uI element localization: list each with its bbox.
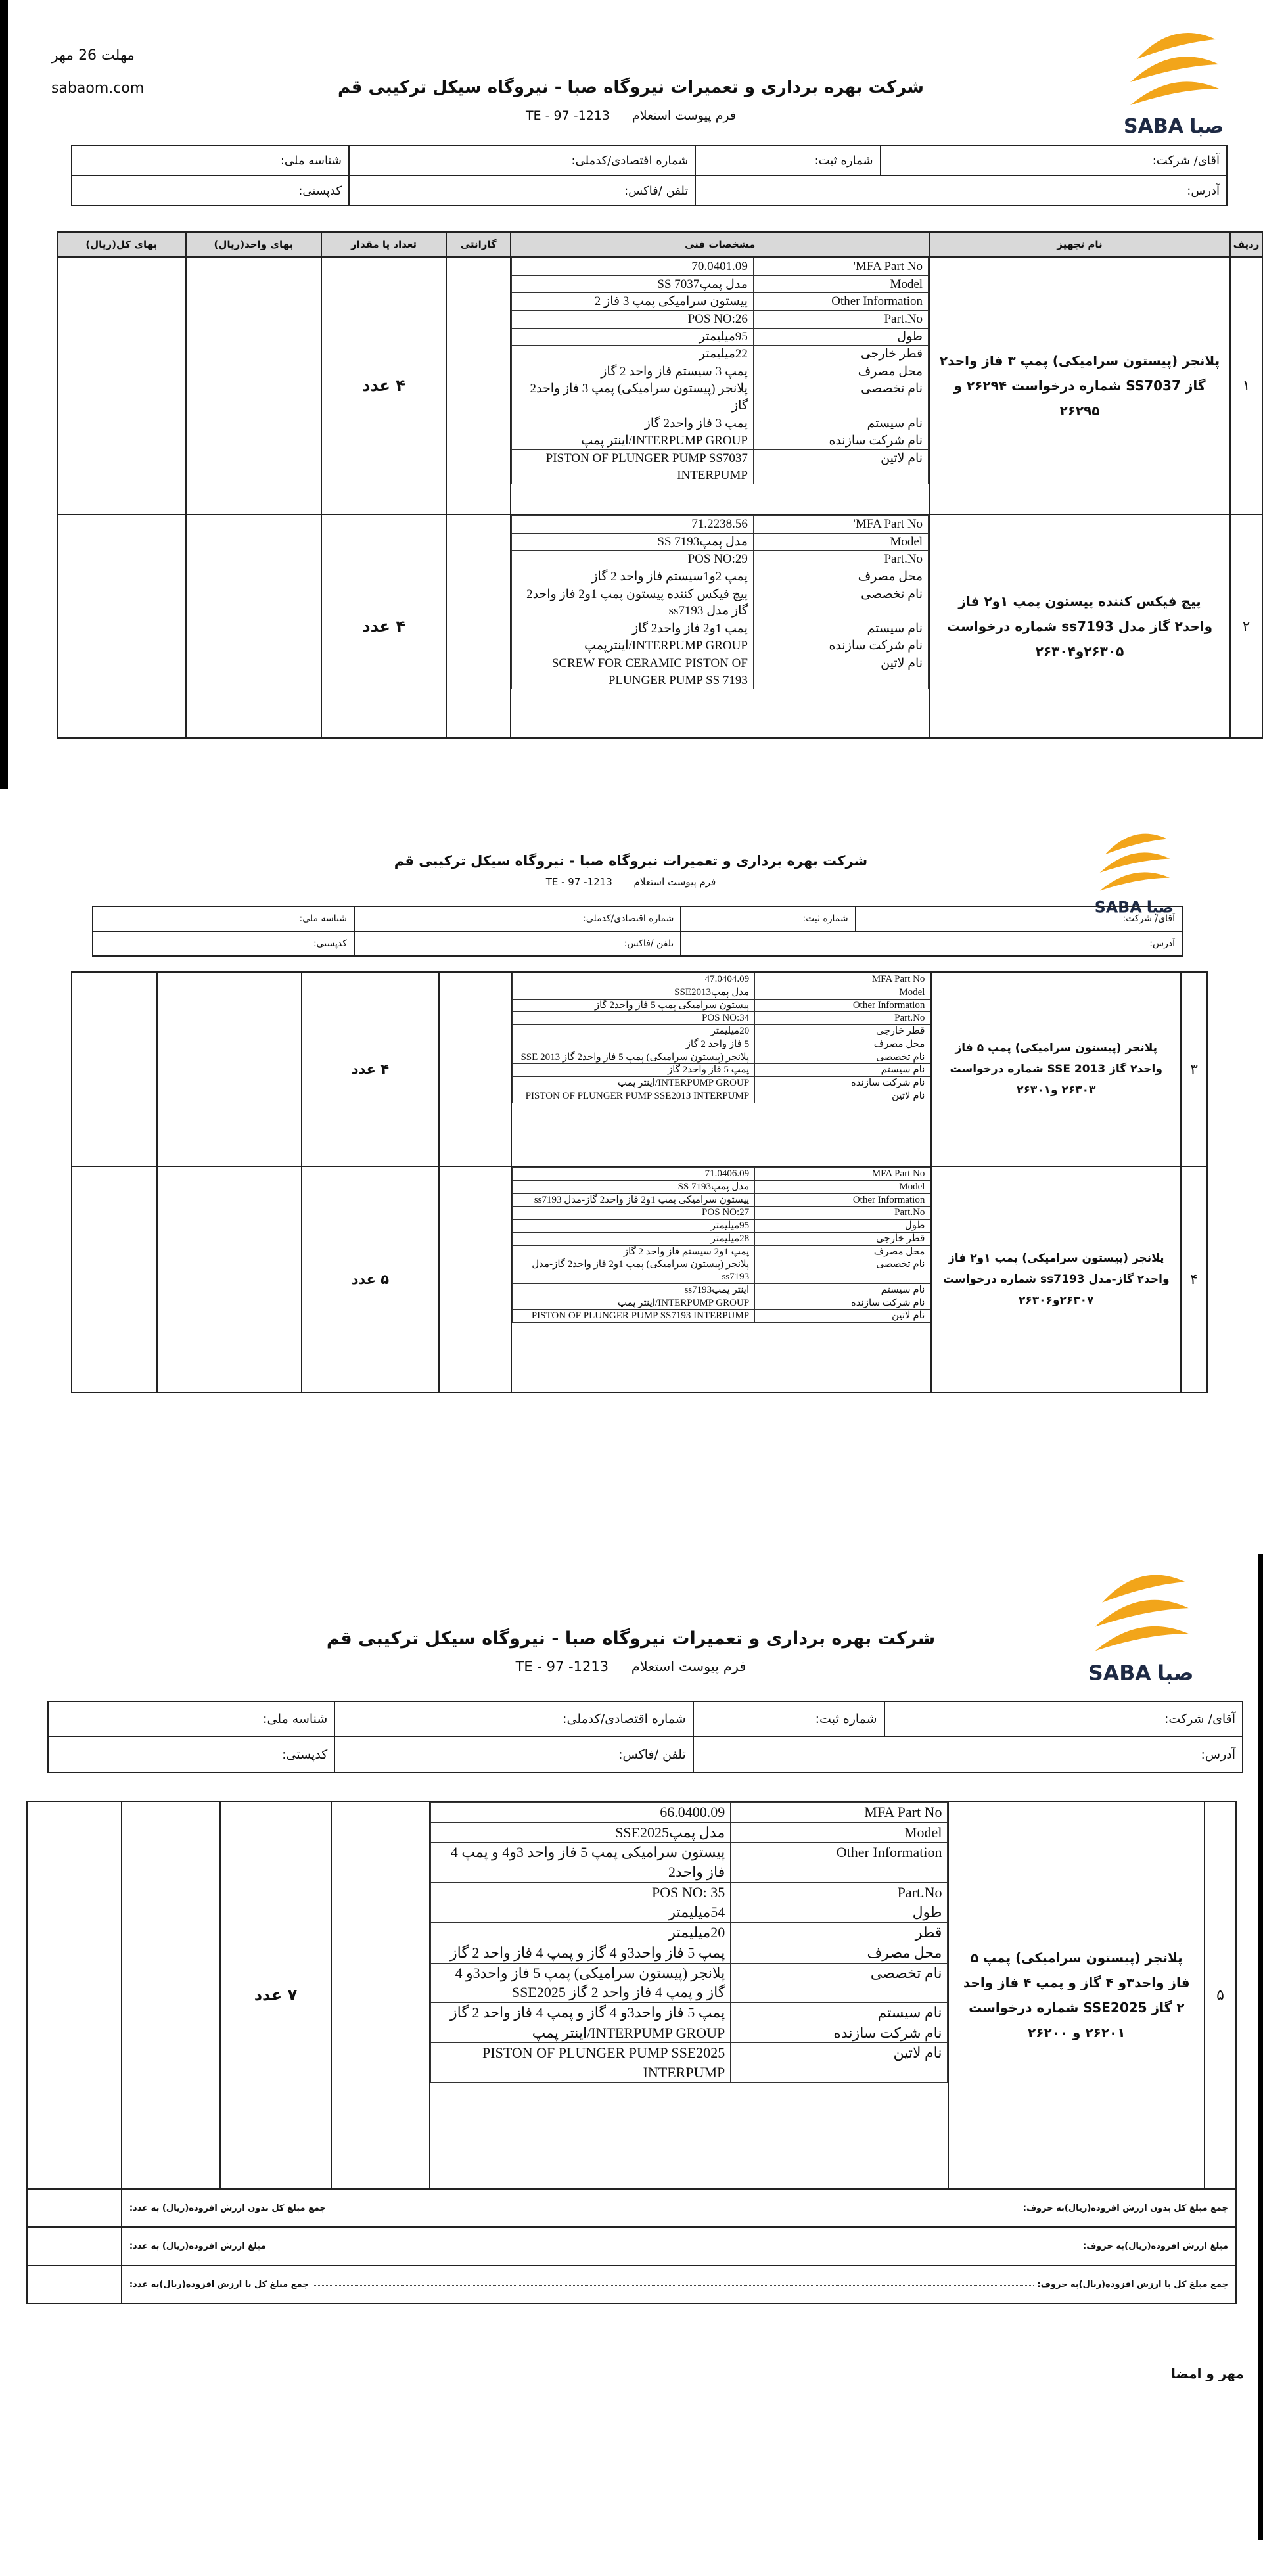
spec-row	[513, 1310, 930, 1323]
page-edge-bar	[0, 0, 8, 789]
spec-value: پمپ 1و2 فاز واحد2 گاز	[512, 620, 754, 637]
spec-key: نام شرکت سازنده	[755, 1077, 930, 1090]
customer-address: آدرس:	[681, 931, 1182, 956]
spec-value: POS NO: 35	[431, 1882, 731, 1902]
spec-value: POS NO:27	[513, 1207, 755, 1220]
spec-row	[512, 415, 929, 432]
col-name: نام تجهیز	[929, 232, 1230, 257]
spec-row	[512, 328, 929, 346]
qty-cell: ۴ عدد	[321, 515, 446, 738]
spec-value: 28میلیمتر	[513, 1232, 755, 1245]
customer-economic-code: شماره اقتصادی/کدملی:	[349, 145, 695, 175]
deadline-note: مهلت 26 مهر	[51, 47, 135, 64]
spec-row	[513, 973, 930, 986]
spec-value: 20میلیمتر	[431, 1923, 731, 1943]
spec-key: Model	[731, 1822, 948, 1843]
total-without-vat-field[interactable]	[27, 2189, 122, 2227]
total-with-vat-words: جمع مبلغ کل با ارزش افزوده(ریال)به حروف:	[1037, 2279, 1228, 2289]
customer-reg-no: شماره ثبت:	[693, 1701, 884, 1737]
spec-cell	[511, 257, 929, 515]
svg-text:صبا: صبا	[1157, 1661, 1194, 1686]
spec-key: محل مصرف	[753, 363, 928, 380]
spec-value: 54میلیمتر	[431, 1902, 731, 1923]
unit-price-cell[interactable]	[186, 257, 322, 515]
spec-value: POS NO:29	[512, 551, 754, 568]
spec-key: Part.No	[753, 310, 928, 328]
spec-key: نام تخصصی	[755, 1258, 930, 1284]
customer-mr-company: آقای/ شرکت:	[856, 906, 1182, 931]
total-price-cell[interactable]	[72, 972, 157, 1166]
spec-key: طول	[753, 328, 928, 346]
customer-mr-company: آقای/ شرکت:	[881, 145, 1227, 175]
spec-row	[513, 1283, 930, 1297]
spec-value: 70.0401.09	[512, 258, 754, 276]
row-number: ۱	[1230, 257, 1262, 515]
warranty-cell	[446, 515, 511, 738]
col-qty: تعداد یا مقدار	[321, 232, 446, 257]
spec-row	[512, 533, 929, 551]
spec-key: نام شرکت سازنده	[731, 2023, 948, 2043]
spec-row	[512, 620, 929, 637]
customer-info-box	[71, 145, 1228, 206]
row-number: ۴	[1181, 1166, 1207, 1392]
spec-key: محل مصرف	[755, 1038, 930, 1051]
spec-value: INTERPUMP GROUP/اینتر پمپ	[431, 2023, 731, 2043]
items-table	[26, 1801, 1237, 2304]
spec-row	[513, 1090, 930, 1103]
spec-value: INTERPUMP GROUP/اینترپمپ	[512, 637, 754, 655]
spec-table	[511, 515, 929, 689]
spec-key: Other Information	[755, 1193, 930, 1207]
spec-key: Part.No	[731, 1882, 948, 1902]
customer-national-id: شناسه ملی:	[93, 906, 354, 931]
spec-value: پمپ 3 سیستم فاز واحد 2 گاز	[512, 363, 754, 380]
spec-table	[511, 258, 929, 484]
spec-value: پیستون سرامیکی پمپ 1و2 فاز واحد2 گاز-مدل ss7193	[513, 1193, 755, 1207]
form-number: 1213- 97 - TE	[525, 108, 610, 123]
spec-key: نام شرکت سازنده	[753, 432, 928, 450]
customer-address: آدرس:	[693, 1737, 1243, 1772]
row-number: ۵	[1205, 1801, 1236, 2189]
spec-row	[513, 986, 930, 999]
spec-value: 5 فاز واحد 2 گاز	[513, 1038, 755, 1051]
spec-key: نام لاتین	[753, 655, 928, 689]
spec-value: پمپ 5 فاز واحد3و 4 گاز و پمپ 4 فاز واحد 2 گاز	[431, 2002, 731, 2023]
spec-row	[431, 1822, 948, 1843]
spec-key: قطر	[731, 1923, 948, 1943]
vat-field[interactable]	[27, 2227, 122, 2265]
spec-row	[513, 1207, 930, 1220]
unit-price-cell[interactable]	[122, 1801, 220, 2189]
spec-key: نام تخصصی	[755, 1051, 930, 1064]
equipment-name: پلانجر (پیستون سرامیکی) پمپ ۵ فاز واحد۳و ۴ گاز و پمپ ۴ فاز واحد ۲ گاز SSE2025 شماره درخواست ۲۶۲۰۱ و ۲۶۲۰۰	[948, 1801, 1205, 2189]
spec-row	[513, 1245, 930, 1258]
spec-key: MFA Part No'	[753, 258, 928, 276]
spec-value: POS NO:34	[513, 1012, 755, 1025]
table-row	[72, 1166, 1207, 1392]
total-without-vat-number: جمع مبلغ کل بدون ارزش افزوده(ریال) به عدد:	[129, 2203, 327, 2213]
customer-mr-company: آقای/ شرکت:	[884, 1701, 1243, 1737]
customer-info-box	[47, 1701, 1243, 1773]
spec-table	[512, 973, 930, 1103]
spec-key: MFA Part No	[755, 1168, 930, 1181]
spec-row	[512, 586, 929, 620]
form-line	[434, 1659, 828, 1674]
dotted-line	[313, 2280, 1034, 2286]
spec-row	[431, 1882, 948, 1902]
customer-postal-code: کدپستی:	[72, 175, 349, 206]
spec-key: MFA Part No	[755, 973, 930, 986]
customer-economic-code: شماره اقتصادی/کدملی:	[334, 1701, 693, 1737]
spec-cell	[430, 1801, 948, 2189]
spec-row	[512, 258, 929, 276]
spec-key: Model	[755, 1180, 930, 1193]
page-edge-bar	[1258, 1554, 1263, 2540]
form-line	[434, 108, 828, 123]
vat-row	[27, 2227, 1236, 2265]
col-total-price: بهای کل(ریال)	[57, 232, 186, 257]
spec-row	[513, 1064, 930, 1077]
spec-row	[513, 1038, 930, 1051]
spec-key: نام تخصصی	[753, 586, 928, 620]
spec-value: پمپ 2و1سیستم فاز واحد 2 گاز	[512, 568, 754, 586]
spec-value: مدل پمپSSE2025	[431, 1822, 731, 1843]
qty-cell: ۴ عدد	[321, 257, 446, 515]
svg-text:SABA: SABA	[1094, 898, 1142, 917]
spec-key: نام سیستم	[731, 2002, 948, 2023]
svg-text:SABA: SABA	[1088, 1661, 1151, 1686]
spec-value: پلانجر (پیستون سرامیکی) پمپ 5 فاز واحد3و 4 گاز و پمپ 4 فاز واحد 2 گاز SSE2025	[431, 1963, 731, 2002]
spec-value: پمپ 1و2 سیستم فاز واحد 2 گاز	[513, 1245, 755, 1258]
customer-reg-no: شماره ثبت:	[695, 145, 880, 175]
spec-key: Model	[753, 533, 928, 551]
spec-value: 71.0406.09	[513, 1168, 755, 1181]
spec-row	[431, 1803, 948, 1823]
form-label: فرم پیوست استعلام	[631, 1659, 746, 1674]
spec-value: 47.0404.09	[513, 973, 755, 986]
spec-row	[513, 999, 930, 1012]
items-table	[71, 971, 1208, 1393]
svg-text:صبا: صبا	[1146, 898, 1174, 917]
spec-row	[512, 432, 929, 450]
spec-key: قطر خارجی	[755, 1232, 930, 1245]
spec-value: اینتر پمپss7193	[513, 1283, 755, 1297]
table-row	[27, 1801, 1236, 2189]
spec-value: پلانجر (پیستون سرامیکی) پمپ 1و2 فاز واحد2 گاز-مدل ss7193	[513, 1258, 755, 1284]
spec-row	[513, 1051, 930, 1064]
total-with-vat-field[interactable]	[27, 2265, 122, 2303]
total-price-cell[interactable]	[72, 1166, 157, 1392]
spec-row	[431, 1843, 948, 1882]
spec-row	[431, 2023, 948, 2043]
warranty-cell	[439, 972, 511, 1166]
form-label: فرم پیوست استعلام	[632, 108, 737, 123]
spec-value: PISTON OF PLUNGER PUMP SS7193 INTERPUMP	[513, 1310, 755, 1323]
equipment-name: پلانجر (پیستون سرامیکی) پمپ ۱و۲ فاز واحد۲ گاز-مدل ss7193 شماره درخواست ۲۶۳۰۷و۲۶۳۰۶	[931, 1166, 1181, 1392]
spec-key: نام لاتین	[755, 1090, 930, 1103]
table-row	[72, 972, 1207, 1166]
qty-cell: ۷ عدد	[220, 1801, 332, 2189]
spec-key: نام سیستم	[753, 415, 928, 432]
spec-value: مدل پمپSS 7193	[512, 533, 754, 551]
spec-key: نام سیستم	[753, 620, 928, 637]
col-unit-price: بهای واحد(ریال)	[186, 232, 322, 257]
items-table	[57, 231, 1263, 739]
spec-table	[430, 1802, 948, 2083]
spec-row	[512, 275, 929, 293]
spec-row	[431, 2043, 948, 2082]
qty-cell: ۵ عدد	[302, 1166, 440, 1392]
spec-key: نام سیستم	[755, 1283, 930, 1297]
spec-cell	[511, 972, 931, 1166]
spec-row	[513, 1258, 930, 1284]
equipment-name: پلانجر (پیستون سرامیکی) پمپ ۳ فاز واحد۲ گاز SS7037 شماره درخواست ۲۶۲۹۴ و ۲۶۲۹۵	[929, 257, 1230, 515]
spec-value: پلانجر (پیستون سرامیکی) پمپ 5 فاز واحد2 گاز SSE 2013	[513, 1051, 755, 1064]
spec-value: PISTON OF PLUNGER PUMP SSE2025 INTERPUMP	[431, 2043, 731, 2082]
total-with-vat-row	[27, 2265, 1236, 2303]
spec-value: PISTON OF PLUNGER PUMP SSE2013 INTERPUMP	[513, 1090, 755, 1103]
spec-key: نام سیستم	[755, 1064, 930, 1077]
svg-text:SABA: SABA	[1124, 115, 1183, 138]
spec-row	[512, 346, 929, 363]
total-with-vat-number: جمع مبلغ کل با ارزش افزوده(ریال)به عدد:	[129, 2279, 309, 2289]
spec-key: Part.No	[753, 551, 928, 568]
spec-key: Other Information	[755, 999, 930, 1012]
company-title: شرکت بهره برداری و تعمیرات نیروگاه صبا - نیروگاه سیکل ترکیبی قم	[394, 853, 868, 869]
unit-price-cell[interactable]	[157, 972, 302, 1166]
spec-row	[513, 1168, 930, 1181]
customer-phone-fax: تلفن /فاکس:	[349, 175, 695, 206]
form-line	[460, 876, 802, 888]
spec-row	[513, 1297, 930, 1310]
spec-key: Part.No	[755, 1012, 930, 1025]
customer-national-id: شناسه ملی:	[72, 145, 349, 175]
spec-row	[512, 568, 929, 586]
company-title: شرکت بهره برداری و تعمیرات نیروگاه صبا - نیروگاه سیکل ترکیبی قم	[326, 1628, 936, 1649]
spec-value: INTERPUMP GROUP/اینتر پمپ	[513, 1077, 755, 1090]
spec-row	[513, 1180, 930, 1193]
row-number: ۳	[1181, 972, 1207, 1166]
spec-key: Part.No	[755, 1207, 930, 1220]
total-price-cell[interactable]	[57, 257, 186, 515]
spec-value: پیستون سرامیکی پمپ 3 فاز 2	[512, 293, 754, 311]
company-logo	[1117, 13, 1229, 138]
spec-row	[512, 637, 929, 655]
spec-value: SCREW FOR CERAMIC PISTON OF PLUNGER PUMP SS 7193	[512, 655, 754, 689]
spec-row	[431, 1902, 948, 1923]
dotted-line	[330, 2203, 1019, 2209]
spec-row	[512, 363, 929, 380]
customer-postal-code: کدپستی:	[93, 931, 354, 956]
spec-value: POS NO:26	[512, 310, 754, 328]
company-title: شرکت بهره برداری و تعمیرات نیروگاه صبا - نیروگاه سیکل ترکیبی قم	[338, 78, 924, 97]
spec-value: پلانجر (پیستون سرامیکی) پمپ 3 فاز واحد2 گاز	[512, 380, 754, 415]
spec-cell	[511, 1166, 931, 1392]
form-label: فرم پیوست استعلام	[633, 876, 716, 888]
spec-row	[512, 516, 929, 534]
customer-national-id: شناسه ملی:	[48, 1701, 334, 1737]
spec-key: MFA Part No'	[753, 516, 928, 534]
customer-info-box	[92, 906, 1183, 957]
spec-row	[512, 310, 929, 328]
customer-phone-fax: تلفن /فاکس:	[334, 1737, 693, 1772]
spec-value: پیچ فیکس کننده پیستون پمپ 1و2 فاز واحد2 گاز مدل ss7193	[512, 586, 754, 620]
spec-key: Model	[753, 275, 928, 293]
total-without-vat-row	[27, 2189, 1236, 2227]
spec-key: قطر خارجی	[753, 346, 928, 363]
total-price-cell[interactable]	[57, 515, 186, 738]
spec-row	[512, 293, 929, 311]
col-specs: مشخصات فنی	[511, 232, 929, 257]
col-warranty: گارانتی	[446, 232, 511, 257]
spec-value: 95میلیمتر	[513, 1220, 755, 1233]
spec-value: PISTON OF PLUNGER PUMP SS7037 INTERPUMP	[512, 450, 754, 484]
spec-row	[513, 1232, 930, 1245]
spec-row	[431, 2002, 948, 2023]
spec-key: Model	[755, 986, 930, 999]
spec-row	[512, 380, 929, 415]
spec-key: نام تخصصی	[731, 1963, 948, 2002]
company-logo	[1084, 818, 1183, 917]
warranty-cell	[439, 1166, 511, 1392]
spec-value: مدل پمپSS 7193	[513, 1180, 755, 1193]
spec-key: طول	[731, 1902, 948, 1923]
spec-row	[513, 1220, 930, 1233]
company-logo	[1081, 1554, 1199, 1686]
spec-value: INTERPUMP GROUP/اینتر پمپ	[512, 432, 754, 450]
spec-row	[513, 1077, 930, 1090]
spec-row	[512, 551, 929, 568]
spec-row	[513, 1193, 930, 1207]
customer-phone-fax: تلفن /فاکس:	[354, 931, 681, 956]
customer-postal-code: کدپستی:	[48, 1737, 334, 1772]
website-text: sabaom.com	[51, 80, 145, 97]
total-price-cell[interactable]	[27, 1801, 122, 2189]
form-number: 1213- 97 - TE	[545, 876, 612, 888]
spec-key: MFA Part No	[731, 1803, 948, 1823]
spec-row	[431, 1943, 948, 1963]
spec-value: مدل پمپSSE2013	[513, 986, 755, 999]
vat-words: مبلغ ارزش افزوده(ریال)به حروف:	[1083, 2241, 1228, 2251]
row-number: ۲	[1230, 515, 1262, 738]
spec-key: طول	[755, 1220, 930, 1233]
spec-value: 95میلیمتر	[512, 328, 754, 346]
customer-address: آدرس:	[695, 175, 1227, 206]
spec-value: پیستون سرامیکی پمپ 5 فاز واحد 3و4 و پمپ 4 فاز واحد2	[431, 1843, 731, 1882]
equipment-name: پلانجر (پیستون سرامیکی) پمپ ۵ فاز واحد۲ گاز SSE 2013 شماره درخواست ۲۶۳۰۳ و۲۶۳۰۱	[931, 972, 1181, 1166]
spec-value: INTERPUMP GROUP/اینتر پمپ	[513, 1297, 755, 1310]
spec-value: 20میلیمتر	[513, 1025, 755, 1038]
warranty-cell	[331, 1801, 430, 2189]
spec-row	[513, 1012, 930, 1025]
spec-value: پمپ 5 فاز واحد2 گاز	[513, 1064, 755, 1077]
spec-value: پیستون سرامیکی پمپ 5 فاز واحد2 گاز	[513, 999, 755, 1012]
spec-row	[513, 1025, 930, 1038]
spec-value: پمپ 5 فاز واحد3و 4 گاز و پمپ 4 فاز واحد 2 گاز	[431, 1943, 731, 1963]
spec-value: 22میلیمتر	[512, 346, 754, 363]
spec-value: 71.2238.56	[512, 516, 754, 534]
spec-key: محل مصرف	[731, 1943, 948, 1963]
spec-key: نام لاتین	[753, 450, 928, 484]
spec-value: پمپ 3 فاز واحد2 گاز	[512, 415, 754, 432]
warranty-cell	[446, 257, 511, 515]
spec-table	[512, 1167, 930, 1323]
spec-key: محل مصرف	[753, 568, 928, 586]
qty-cell: ۴ عدد	[302, 972, 440, 1166]
spec-key: نام لاتین	[731, 2043, 948, 2082]
spec-key: نام لاتین	[755, 1310, 930, 1323]
customer-reg-no: شماره ثبت:	[681, 906, 855, 931]
svg-text:صبا: صبا	[1189, 115, 1224, 138]
spec-key: نام شرکت سازنده	[753, 637, 928, 655]
spec-key: محل مصرف	[755, 1245, 930, 1258]
col-row: ردیف	[1230, 232, 1262, 257]
spec-value: مدل پمپSS 7037	[512, 275, 754, 293]
total-without-vat-words: جمع مبلغ کل بدون ارزش افزوده(ریال)به حروف:	[1022, 2203, 1228, 2213]
spec-key: قطر خارجی	[755, 1025, 930, 1038]
spec-value: 66.0400.09	[431, 1803, 731, 1823]
table-row	[57, 257, 1262, 515]
unit-price-cell[interactable]	[186, 515, 322, 738]
dotted-line	[270, 2242, 1079, 2247]
spec-key: Other Information	[731, 1843, 948, 1882]
vat-number: مبلغ ارزش افزوده(ریال) به عدد:	[129, 2241, 266, 2251]
table-row	[57, 515, 1262, 738]
spec-row	[431, 1923, 948, 1943]
spec-row	[512, 655, 929, 689]
stamp-signature-label: مهر و امضا	[1171, 2366, 1244, 2381]
equipment-name: پیچ فیکس کننده پیستون پمپ ۱و۲ فاز واحد۲ گاز مدل ss7193 شماره درخواست ۲۶۳۰۵و۲۶۳۰۴	[929, 515, 1230, 738]
spec-row	[431, 1963, 948, 2002]
spec-key: Other Information	[753, 293, 928, 311]
form-number: 1213- 97 - TE	[515, 1659, 609, 1674]
customer-economic-code: شماره اقتصادی/کدملی:	[354, 906, 681, 931]
unit-price-cell[interactable]	[157, 1166, 302, 1392]
spec-key: نام تخصصی	[753, 380, 928, 415]
spec-cell	[511, 515, 929, 738]
spec-row	[512, 450, 929, 484]
spec-key: نام شرکت سازنده	[755, 1297, 930, 1310]
